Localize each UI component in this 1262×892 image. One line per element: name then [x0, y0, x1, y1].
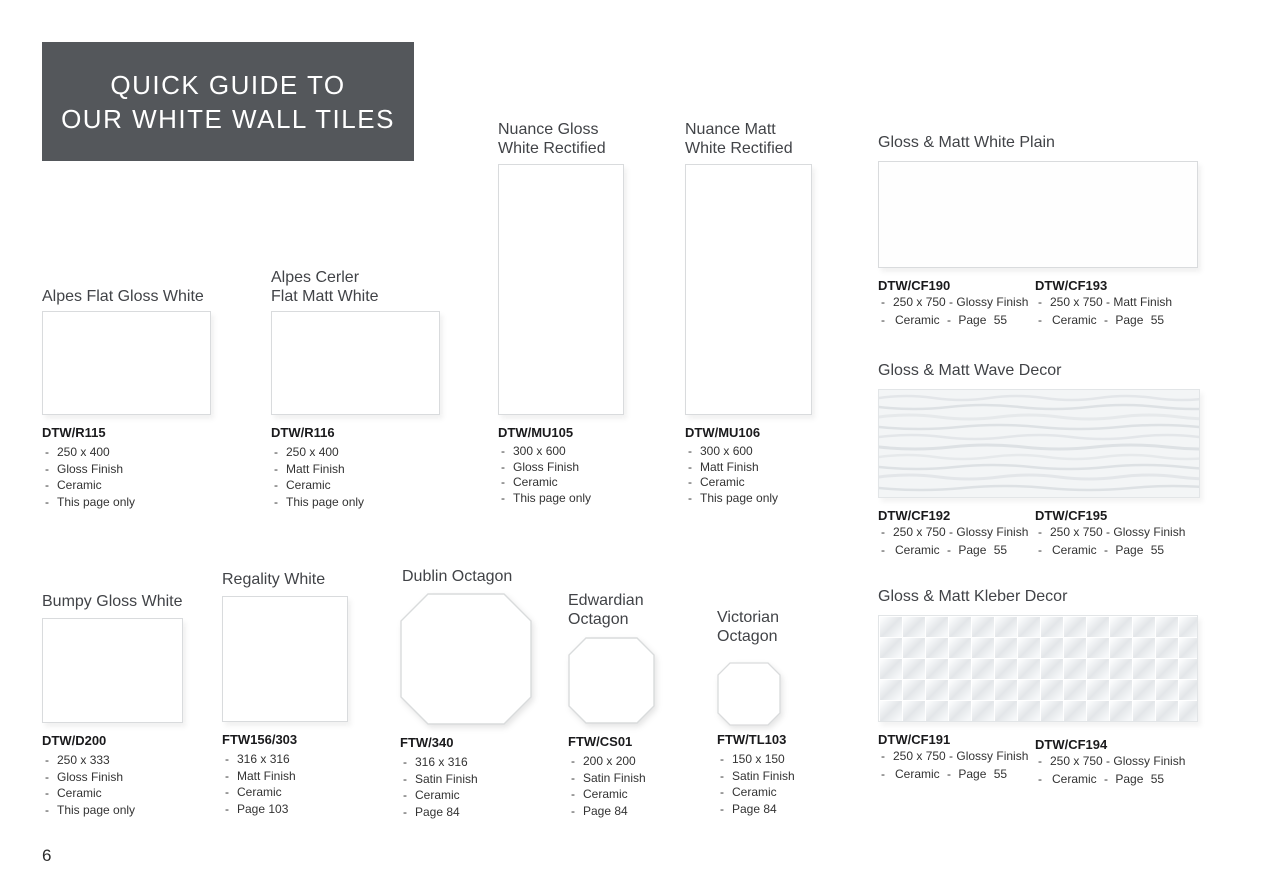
variant-row [878, 732, 1198, 788]
tile-image [42, 311, 211, 415]
product-specs [42, 444, 242, 510]
spec-item: - This page only [685, 491, 855, 507]
spec-item: - Gloss Finish [42, 461, 242, 478]
spec-item: - Matt Finish [222, 768, 382, 785]
tile-texture-image-plain [878, 161, 1198, 268]
spec-item: - This page only [271, 494, 471, 511]
variant-spec: - 250 x 750 - Glossy Finish [878, 524, 1035, 541]
spec-item: - Ceramic [222, 784, 382, 801]
spec-item: - Page 84 [568, 803, 698, 820]
spec-item: - Matt Finish [271, 461, 471, 478]
product-code: FTW/340 [400, 735, 454, 750]
spec-item: - Satin Finish [717, 768, 837, 785]
product-card-regality-white [222, 570, 382, 817]
spec-item: - This page only [498, 491, 668, 507]
variant-spec: - Ceramic - Page 55 [878, 766, 1035, 783]
variant-row [878, 278, 1198, 329]
product-specs [222, 751, 382, 817]
spec-item: - Ceramic [568, 786, 698, 803]
variant-code: DTW/CF190 [878, 278, 951, 293]
tile-image [271, 311, 440, 415]
product-card-victorian-octagon [717, 608, 837, 817]
spec-item: - Ceramic [717, 784, 837, 801]
spec-item: - Ceramic [685, 475, 855, 491]
section-title: Gloss & Matt Kleber Decor [878, 588, 1068, 605]
variant-spec: - 250 x 750 - Glossy Finish [1035, 753, 1198, 770]
product-title-line2: Octagon [568, 611, 629, 628]
product-code: DTW/R115 [42, 425, 106, 440]
spec-item: - This page only [42, 802, 217, 819]
spec-item: - 250 x 400 [42, 444, 242, 461]
spec-item: - Ceramic [498, 475, 668, 491]
spec-item: - Page 103 [222, 801, 382, 818]
tile-texture-image-wave [878, 389, 1200, 498]
variant-column [878, 508, 1035, 559]
product-card-dublin-octagon [400, 567, 560, 820]
variant-spec: - Ceramic - Page 55 [1035, 542, 1198, 559]
product-code: DTW/D200 [42, 733, 107, 748]
page-number: 6 [42, 846, 52, 865]
product-specs [498, 444, 668, 506]
product-specs [568, 753, 698, 819]
product-title: Dublin Octagon [402, 568, 513, 585]
product-title: Nuance Matt [685, 121, 776, 138]
spec-item: - Satin Finish [400, 771, 560, 788]
spec-item: - Ceramic [42, 785, 217, 802]
spec-item: - 316 x 316 [400, 754, 560, 771]
section-kleber-decor [878, 587, 1198, 788]
product-title: Victorian [717, 609, 779, 626]
product-title-line2: Octagon [717, 628, 778, 645]
product-title: Alpes Cerler [271, 269, 360, 286]
product-card-alpes-cerler-flat-matt-white [271, 268, 471, 510]
product-card-edwardian-octagon [568, 591, 698, 819]
spec-item: - Page 84 [717, 801, 837, 818]
product-title: Regality White [222, 571, 326, 588]
product-title-line2: White Rectified [498, 140, 606, 157]
tile-image [42, 618, 183, 723]
tile-image [498, 164, 624, 415]
tile-image [222, 596, 348, 722]
spec-item: - Gloss Finish [42, 769, 217, 786]
variant-column [1035, 278, 1198, 329]
tile-octagon-image [717, 662, 781, 726]
spec-item: - Ceramic [42, 477, 242, 494]
tile-octagon-image [400, 593, 532, 725]
variant-spec: - Ceramic - Page 55 [1035, 312, 1198, 329]
variant-spec: - 250 x 750 - Glossy Finish [878, 748, 1035, 765]
product-title: Alpes Flat Gloss White [42, 288, 204, 305]
spec-item: - 150 x 150 [717, 751, 837, 768]
product-code: DTW/MU105 [498, 425, 574, 440]
spec-item: - Ceramic [271, 477, 471, 494]
variant-column [878, 732, 1035, 788]
variant-code: DTW/CF193 [1035, 278, 1108, 293]
spec-item: - 300 x 600 [685, 444, 855, 460]
tile-octagon-image [568, 637, 655, 724]
spec-item: - Matt Finish [685, 460, 855, 476]
product-code: DTW/R116 [271, 425, 335, 440]
product-card-bumpy-gloss-white [42, 592, 217, 818]
variant-column [1035, 737, 1198, 788]
variant-row [878, 508, 1198, 559]
spec-item: - 200 x 200 [568, 753, 698, 770]
product-specs [685, 444, 855, 506]
tile-image [685, 164, 812, 415]
variant-code: DTW/CF194 [1035, 737, 1108, 752]
product-card-alpes-flat-gloss-white [42, 287, 242, 510]
product-code: FTW156/303 [222, 732, 298, 747]
product-code: FTW/CS01 [568, 734, 633, 749]
spec-item: - 300 x 600 [498, 444, 668, 460]
product-specs [400, 754, 560, 820]
product-title: Nuance Gloss [498, 121, 599, 138]
section-title: Gloss & Matt White Plain [878, 134, 1055, 151]
product-title: Edwardian [568, 592, 644, 609]
header-title-line2: OUR WHITE WALL TILES [61, 103, 395, 134]
variant-spec: - Ceramic - Page 55 [878, 312, 1035, 329]
variant-spec: - 250 x 750 - Glossy Finish [1035, 524, 1198, 541]
spec-item: - 250 x 400 [271, 444, 471, 461]
spec-item: - 250 x 333 [42, 752, 217, 769]
product-specs [717, 751, 837, 817]
variant-spec: - 250 x 750 - Glossy Finish [878, 294, 1035, 311]
tile-texture-image-kleber [878, 615, 1198, 722]
variant-spec: - 250 x 750 - Matt Finish [1035, 294, 1198, 311]
spec-item: - Ceramic [400, 787, 560, 804]
variant-spec: - Ceramic - Page 55 [1035, 771, 1198, 788]
product-card-nuance-matt-white-rectified [685, 120, 855, 506]
variant-spec: - Ceramic - Page 55 [878, 542, 1035, 559]
variant-code: DTW/CF195 [1035, 508, 1108, 523]
product-title-line2: White Rectified [685, 140, 793, 157]
section-wave-decor [878, 361, 1198, 559]
product-code: DTW/MU106 [685, 425, 761, 440]
product-specs [42, 752, 217, 818]
header-title-line1: QUICK GUIDE TO [110, 69, 346, 100]
spec-item: - Page 84 [400, 804, 560, 821]
product-card-nuance-gloss-white-rectified [498, 120, 668, 506]
variant-column [878, 278, 1035, 329]
header-banner [42, 42, 414, 161]
variant-code: DTW/CF191 [878, 732, 951, 747]
product-code: FTW/TL103 [717, 732, 787, 747]
section-white-plain [878, 133, 1198, 329]
product-specs [271, 444, 471, 510]
spec-item: - 316 x 316 [222, 751, 382, 768]
product-title-line2: Flat Matt White [271, 288, 379, 305]
product-title: Bumpy Gloss White [42, 593, 183, 610]
spec-item: - Satin Finish [568, 770, 698, 787]
spec-item: - This page only [42, 494, 242, 511]
section-title: Gloss & Matt Wave Decor [878, 362, 1062, 379]
variant-code: DTW/CF192 [878, 508, 951, 523]
spec-item: - Gloss Finish [498, 460, 668, 476]
variant-column [1035, 508, 1198, 559]
